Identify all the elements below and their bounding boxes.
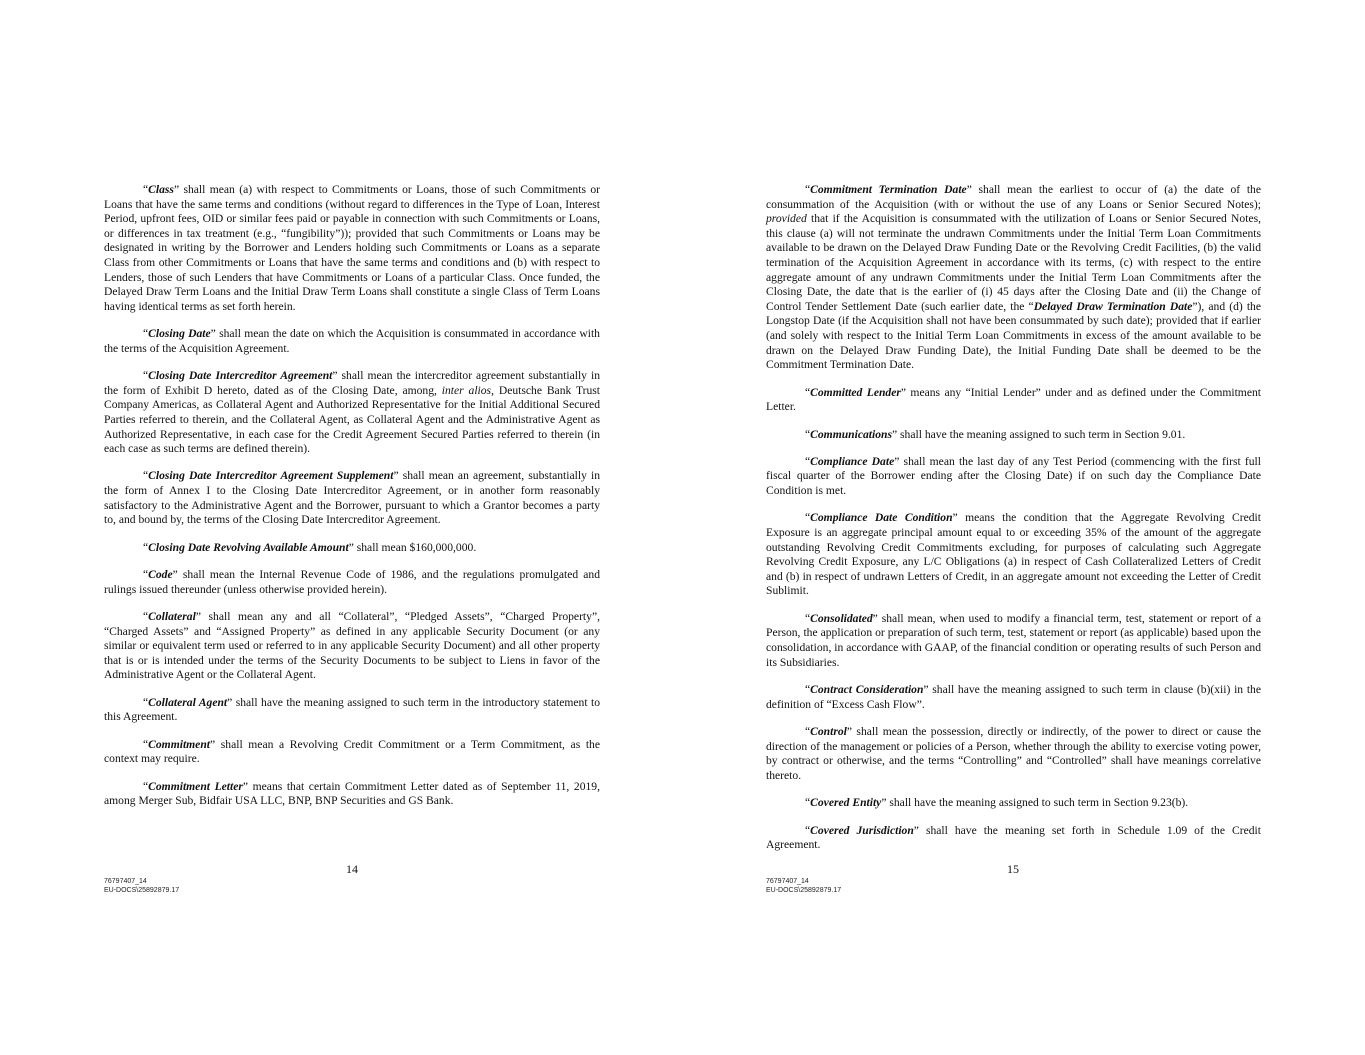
defined-term: Closing Date Intercreditor Agreement	[148, 369, 333, 383]
defined-term: Closing Date Revolving Available Amount	[148, 540, 349, 554]
footer-doc-id: 76797407_14	[104, 878, 147, 885]
definition-paragraph: “Compliance Date Condition” means the condition that the Aggregate Revolving Credit Exposure is an aggregate principal amount equal to or exceeding 35% of the amount of the aggregate outstanding Revolving Credit Commitments excluding, for purposes of calculating such Aggregate Revolving Credit Exposure, any L/C Obligations (a) in respect of Cash Collateralized Letters of Credit and (b) in respect of undrawn Letters of Credit, in an aggregate amount not exceeding the Letter of Credit Sublimit.	[766, 511, 1262, 598]
definition-paragraph: “Collateral Agent” shall have the meaning assigned to such term in the introductory statement to this Agreement.	[104, 695, 600, 724]
defined-term: Collateral Agent	[148, 695, 228, 709]
defined-term: Commitment Termination Date	[810, 183, 967, 196]
page-body	[104, 183, 600, 822]
page-14	[0, 0, 682, 1055]
definition-paragraph: “Committed Lender” means any “Initial Lender” under and as defined under the Commitment Letter.	[766, 385, 1261, 414]
defined-term: Covered Entity	[810, 796, 882, 810]
footer-doc-id: 76797407_14	[766, 878, 809, 885]
footer-eu-docs: EU-DOCS\25892879.17	[104, 887, 180, 894]
defined-term: Commitment Letter	[148, 779, 243, 793]
defined-term: Consolidated	[810, 611, 873, 625]
page-15	[682, 0, 1365, 1055]
definition-paragraph: “Collateral” shall mean any and all “Collateral”, “Pledged Assets”, “Charged Property”, “Charged Assets” and “Assigned Property” as defined in any applicable Security Document (or any similar or equivalent term used or referred to in any applicable Security Document) and all other property that is or is intended under the terms of the Security Documents to be subject to Liens in favor of the Administrative Agent or the Collateral Agent.	[104, 610, 600, 682]
page-body	[766, 183, 1261, 866]
definition-paragraph: “Class” shall mean (a) with respect to Commitments or Loans, those of such Commitments or Loans that have the same terms and conditions (without regard to differences in the Type of Loan, Interest Period, upfront fees, OID or similar fees paid or payable in connection with such Commitments or Loans, or differences in tax treatment (e.g., “fungibility”)); provided that such Commitments or Loans may be designated in writing by the Borrower and Lenders holding such Commitments or Loans as a separate Class from other Commitments or Loans that have the same terms and conditions and (b) with respect to Lenders, those of such Lenders that have Commitments or Loans of a particular Class. Once funded, the Delayed Draw Term Loans and the Initial Draw Term Loans shall constitute a single Class of Term Loans having identical terms as set forth herein.	[104, 183, 600, 313]
definition-paragraph: “Covered Entity” shall have the meaning assigned to such term in Section 9.23(b).	[805, 796, 1189, 810]
defined-term: Covered Jurisdiction	[810, 823, 914, 837]
definition-paragraph: “Closing Date Intercreditor Agreement” shall mean the intercreditor agreement substantially in the form of Exhibit D hereto, dated as of the Closing Date, among, inter alios, Deutsche Bank Trust Company Americas, as Collateral Agent and Authorized Representative for the Initial Additional Secured Parties referred to therein, and the Collateral Agent, as Collateral Agent and the Administrative Agent as Authorized Representative, in each case for the Credit Agreement Secured Parties referred to therein (in each case as such terms are defined therein).	[104, 369, 601, 456]
defined-term: Committed Lender	[810, 385, 901, 399]
document-footer	[766, 877, 841, 895]
document-footer	[104, 877, 179, 895]
defined-term: Commitment	[148, 737, 210, 751]
definition-paragraph: “Commitment Termination Date” shall mean the earliest to occur of (a) the date of the consummation of the Acquisition (with or without the use of any Loans or Senior Secured Notes); provided that if the Acquisition is consummated with the utilization of Loans or Senior Secured Notes, this clause (a) will not terminate the undrawn Commitments under the Initial Term Loan Commitments available to be drawn on the Delayed Draw Funding Date or the Revolving Credit Facilities, (b) the valid termination of the Acquisition Agreement in accordance with its terms, (c) with respect to the entire aggregate amount of any undrawn Commitments under the Initial Term Loan Commitments after the Closing Date, the date that is the earlier of (i) 45 days after the Closing Date and (ii) the Change of Control Tender Settlement Date (such earlier date, the “Delayed Draw Termination Date”), and (d) the Longstop Date (if the Acquisition shall not have been consummated by such date); provided that if earlier (and solely with respect to the Initial Term Loan Commitments in excess of the amount available to be drawn on the Delayed Draw Funding Date), the Initial Funding Date shall be deemed to be the Commitment Termination Date.	[766, 183, 1261, 372]
page-number: 15	[1007, 862, 1019, 876]
defined-term: Delayed Draw Termination Date	[1033, 299, 1193, 313]
definition-paragraph: “Code” shall mean the Internal Revenue Code of 1986, and the regulations promulgated and rulings issued thereunder (unless otherwise provided herein).	[104, 568, 600, 596]
defined-term: Contract Consideration	[810, 683, 924, 696]
definition-paragraph: “Closing Date Intercreditor Agreement Supplement” shall mean an agreement, substantially in the form of Annex I to the Closing Date Intercreditor Agreement, or in another form reasonably satisfactory to the Administrative Agent and the Borrower, pursuant to which a Grantor becomes a party to, and bound by, the terms of the Closing Date Intercreditor Agreement.	[104, 469, 600, 527]
defined-term: Closing Date	[148, 327, 211, 341]
page-number: 14	[346, 862, 358, 876]
footer-eu-docs: EU-DOCS\25892879.17	[766, 887, 842, 894]
defined-term: Control	[810, 724, 847, 738]
defined-term: Closing Date Intercreditor Agreement Supplement	[148, 469, 394, 483]
defined-term: Compliance Date	[810, 454, 895, 468]
definition-paragraph: “Commitment” shall mean a Revolving Credit Commitment or a Term Commitment, as the context may require.	[104, 737, 600, 766]
defined-term: Code	[148, 568, 173, 582]
definition-paragraph: “Closing Date” shall mean the date on which the Acquisition is consummated in accordance with the terms of the Acquisition Agreement.	[104, 327, 600, 355]
definition-paragraph: “Communications” shall have the meaning assigned to such term in Section 9.01.	[805, 427, 1186, 441]
definition-paragraph: “Commitment Letter” means that certain Commitment Letter dated as of September 11, 2019, among Merger Sub, Bidfair USA LLC, BNP, BNP Securities and GS Bank.	[104, 779, 600, 808]
definition-paragraph: “Consolidated” shall mean, when used to modify a financial term, test, statement or report of a Person, the application or preparation of such term, test, statement or report (as applicable) based upon the consolidation, in accordance with GAAP, of the financial condition or operating results of such Person and its Subsidiaries.	[766, 611, 1261, 669]
defined-term: Class	[148, 183, 174, 196]
definition-paragraph: “Control” shall mean the possession, directly or indirectly, of the power to direct or cause the direction of the management or policies of a Person, whether through the ability to exercise voting power, by contract or otherwise, and the terms “Controlling” and “Controlled” shall have meanings correlative thereto.	[766, 724, 1261, 782]
defined-term: Communications	[810, 427, 892, 441]
definition-paragraph: “Compliance Date” shall mean the last day of any Test Period (commencing with the first full fiscal quarter of the Borrower ending after the Closing Date) if on such day the Compliance Date Condition is met.	[766, 454, 1261, 498]
definition-paragraph: “Closing Date Revolving Available Amount” shall mean $160,000,000.	[143, 540, 477, 554]
defined-term: Collateral	[148, 610, 196, 624]
defined-term: Compliance Date Condition	[810, 511, 953, 525]
definition-paragraph: “Covered Jurisdiction” shall have the meaning set forth in Schedule 1.09 of the Credit Agreement.	[766, 823, 1261, 852]
definition-paragraph: “Contract Consideration” shall have the meaning assigned to such term in clause (b)(xii) in the definition of “Excess Cash Flow”.	[766, 683, 1261, 711]
